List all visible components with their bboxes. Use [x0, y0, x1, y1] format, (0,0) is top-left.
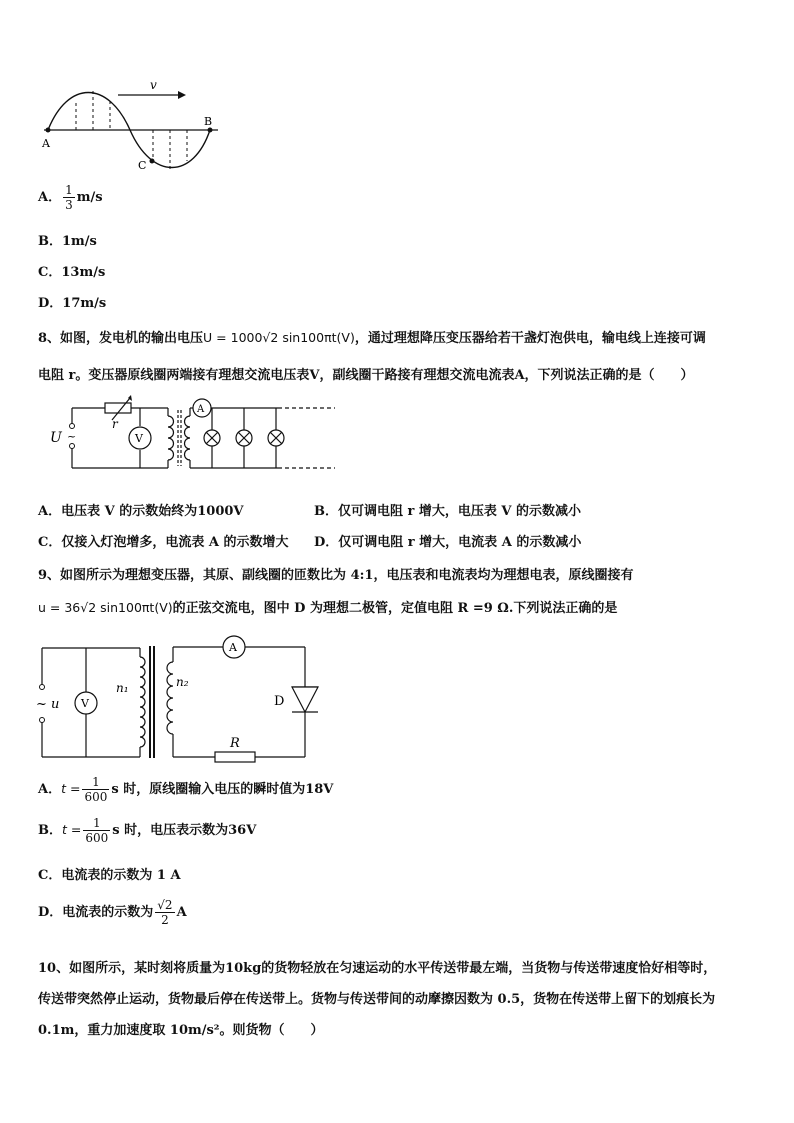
- q8-formula: U = 1000√2 sin100πt(V): [203, 330, 355, 345]
- q8-stem-line1: 8、如图，发电机的输出电压U = 1000√2 sin100πt(V)，通过理想降压变压器给若干盏灯泡供电，输电线上连接可调: [38, 330, 706, 346]
- q8-option-c: C．仅接入灯泡增多，电流表 A 的示数增大: [38, 535, 289, 550]
- svg-text:~: ~: [67, 430, 77, 443]
- wave-label-c: C: [138, 159, 147, 172]
- q9-option-d: D．电流表的示数为 $\frac{√2}{2}$ A: [38, 898, 187, 927]
- q8-label-r: r: [112, 417, 118, 431]
- q8-circuit: [50, 398, 335, 478]
- wave-label-b: B: [204, 115, 213, 128]
- q9-label-D: D: [274, 694, 285, 709]
- q9-stem-line1: 9、如图所示为理想变压器，其原、副线圈的匝数比为 4:1，电压表和电流表均为理想电表，原线圈接有: [38, 568, 634, 583]
- q9-a-fraction: $\frac{1}{600}$: [84, 775, 108, 804]
- q8-option-d: D．仅可调电阻 r 增大，电流表 A 的示数减小: [314, 535, 582, 550]
- q9-label-V: V: [81, 697, 89, 710]
- q8-label-U: U: [50, 430, 62, 446]
- q8-option-b: B．仅可调电阻 r 增大，电压表 V 的示数减小: [314, 504, 582, 519]
- q8-label-V: V: [135, 432, 143, 445]
- q9-option-b: B．t = $\frac{1}{600}$ s 时，电压表示数为36V: [38, 816, 257, 845]
- q7-option-a: A． $\frac{1}{3}$ m/s: [38, 183, 103, 212]
- q8-stem-line2: 电阻 r。变压器原线圈两端接有理想交流电压表V，副线圈干路接有理想交流电流表A，下列说法正确的是（ ）: [38, 368, 694, 383]
- q9-option-c: C．电流表的示数为 1 A: [38, 868, 181, 883]
- q7-option-b: B．1m/s: [38, 234, 97, 249]
- q10-stem-line2: 传送带突然停止运动，货物最后停在传送带上。货物与传送带间的动摩擦因数为 0.5，货物在传送带上留下的划痕长为: [38, 992, 716, 1007]
- q9-d-fraction: $\frac{√2}{2}$: [157, 898, 173, 927]
- q8-label-A: A: [197, 404, 205, 415]
- q9-b-fraction: $\frac{1}{600}$: [85, 816, 109, 845]
- q7-option-c: C．13m/s: [38, 265, 106, 280]
- q8-option-a: A．电压表 V 的示数始终为1000V: [38, 504, 244, 519]
- q9-formula: u = 36√2 sin100πt(V): [38, 600, 173, 615]
- wave-label-a: A: [42, 137, 50, 150]
- wave-label-v: v: [150, 78, 157, 92]
- wave-figure: [38, 75, 228, 180]
- q9-stem-line2: u = 36√2 sin100πt(V)的正弦交流电，图中 D 为理想二极管，定值电阻 R =9 Ω.下列说法正确的是: [38, 600, 618, 616]
- q7-a-fraction: $\frac{1}{3}$: [65, 183, 73, 212]
- q9-circuit: [30, 632, 320, 772]
- q9-label-u: ~ u: [36, 697, 60, 712]
- q10-stem-line1: 10、如图所示，某时刻将质量为10kg的货物轻放在匀速运动的水平传送带最左端，当货物与传送带速度恰好相等时，: [38, 961, 717, 976]
- q9-option-a: A．t = $\frac{1}{600}$ s 时，原线圈输入电压的瞬时值为18V: [38, 775, 334, 804]
- q7-option-d: D．17m/s: [38, 296, 107, 311]
- q9-label-n1: n₁: [116, 681, 129, 695]
- q10-stem-line3: 0.1m，重力加速度取 10m/s²。则货物（ ）: [38, 1023, 324, 1038]
- q9-label-A: A: [229, 641, 237, 654]
- q9-label-n2: n₂: [176, 675, 189, 689]
- q9-label-R: R: [230, 736, 240, 751]
